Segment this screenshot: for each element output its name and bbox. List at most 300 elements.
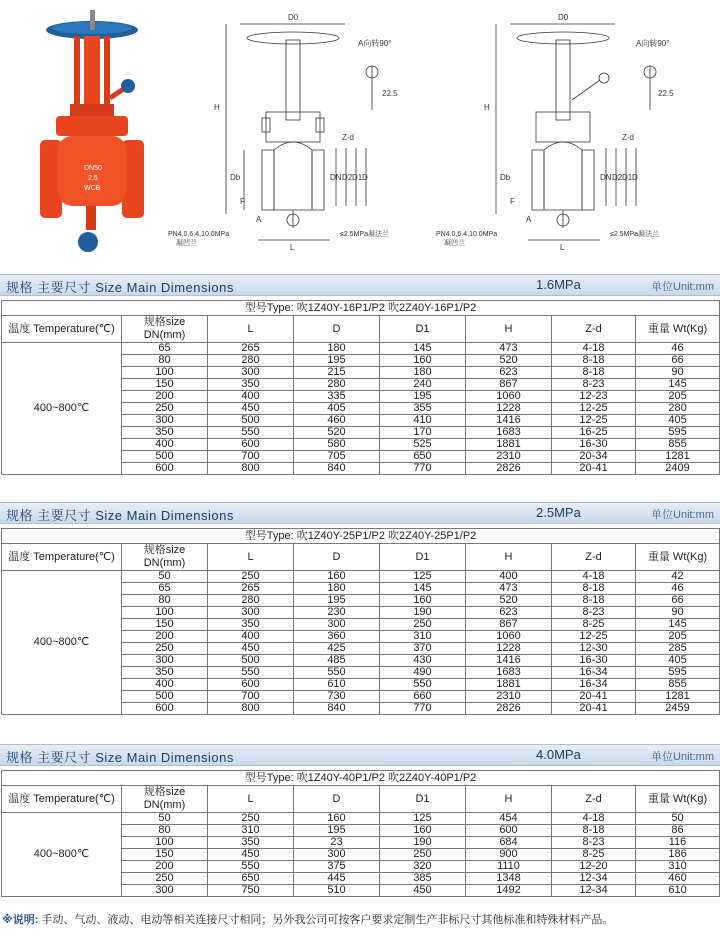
table-cell: 125: [380, 571, 466, 583]
table-cell: 750: [208, 885, 294, 897]
table-cell: 610: [294, 679, 380, 691]
section-1-6mpa: [0, 274, 720, 475]
model-row: [2, 529, 720, 544]
table-cell: 360: [294, 631, 380, 643]
table-cell: 66: [636, 595, 720, 607]
table-cell: 600: [208, 439, 294, 451]
table-cell: 600: [466, 825, 552, 837]
table-cell: 385: [380, 873, 466, 885]
table-cell: 1416: [466, 415, 552, 427]
section-unit: 单位Unit:mm: [651, 509, 714, 521]
fig1-pn-note: PN4.0,6.4,10.0MPa: [168, 231, 230, 238]
table-cell: 867: [466, 379, 552, 391]
table-cell: 180: [294, 583, 380, 595]
table-cell: 20-34: [552, 451, 636, 463]
column-header: D1: [380, 786, 466, 813]
table-cell: 450: [208, 849, 294, 861]
table-cell: 180: [294, 343, 380, 355]
column-header: 重量 Wt(Kg): [636, 316, 720, 343]
table-cell: 250: [122, 873, 208, 885]
table-cell: 12-34: [552, 873, 636, 885]
table-cell: 150: [122, 619, 208, 631]
table-cell: 840: [294, 703, 380, 715]
table-cell: 450: [208, 643, 294, 655]
fig1-a-turn-label: A向转90°: [358, 39, 392, 48]
fig2-d2-label: D2: [612, 173, 623, 182]
table-cell: 1228: [466, 643, 552, 655]
table-cell: 595: [636, 667, 720, 679]
table-cell: 1416: [466, 655, 552, 667]
note-prefix: ※说明:: [2, 914, 39, 926]
header-row: [2, 786, 720, 813]
column-header: H: [466, 316, 552, 343]
dimension-table: [1, 528, 720, 715]
table-cell: 1683: [466, 427, 552, 439]
table-cell: 623: [466, 367, 552, 379]
table-row: [2, 571, 720, 583]
table-row: [2, 343, 720, 355]
table-cell: 300: [294, 849, 380, 861]
column-header: D: [294, 316, 380, 343]
table-cell: 454: [466, 813, 552, 825]
table-cell: 1492: [466, 885, 552, 897]
table-cell: 2826: [466, 703, 552, 715]
header-row: [2, 316, 720, 343]
table-cell: 180: [380, 367, 466, 379]
technical-drawing-2: [496, 24, 656, 240]
table-cell: 660: [380, 691, 466, 703]
table-cell: 280: [208, 355, 294, 367]
table-cell: 520: [294, 427, 380, 439]
table-cell: 160: [294, 571, 380, 583]
fig2-d-label: D: [632, 173, 638, 182]
column-header: 温度 Temperature(℃): [2, 544, 122, 571]
fig2-d1-label: D1: [622, 173, 633, 182]
table-cell: 2459: [636, 703, 720, 715]
table-cell: 50: [636, 813, 720, 825]
table-cell: 20-41: [552, 691, 636, 703]
table-cell: 445: [294, 873, 380, 885]
dimension-table: [1, 770, 720, 897]
fig2-zd-label: Z-d: [622, 133, 634, 142]
table-cell: 195: [294, 355, 380, 367]
table-cell: 400: [466, 571, 552, 583]
fig1-d2-label: D2: [342, 173, 353, 182]
table-cell: 125: [380, 813, 466, 825]
table-cell: 800: [208, 703, 294, 715]
table-cell: 375: [294, 861, 380, 873]
table-cell: 520: [466, 355, 552, 367]
table-cell: 4-18: [552, 343, 636, 355]
table-cell: 525: [380, 439, 466, 451]
table-cell: 145: [380, 583, 466, 595]
column-header: H: [466, 786, 552, 813]
table-cell: 1281: [636, 451, 720, 463]
section-title: 规格 主要尺寸 Size Main Dimensions: [6, 750, 234, 765]
fig2-l-label: L: [560, 243, 565, 252]
table-cell: 12-20: [552, 861, 636, 873]
table-cell: 473: [466, 343, 552, 355]
table-cell: 4-18: [552, 813, 636, 825]
table-cell: 700: [208, 451, 294, 463]
table-cell: 1881: [466, 679, 552, 691]
table-cell: 1281: [636, 691, 720, 703]
table-cell: 410: [380, 415, 466, 427]
table-cell: 12-34: [552, 885, 636, 897]
table-cell: 12-25: [552, 415, 636, 427]
table-cell: 116: [636, 837, 720, 849]
table-row: [2, 813, 720, 825]
model-type: 型号Type: 吹1Z40Y-25P1/P2 吹2Z40Y-25P1/P2: [2, 529, 720, 544]
table-cell: 150: [122, 849, 208, 861]
fig1-pn-note2: 凝凹兰: [176, 240, 197, 247]
section-band: [0, 274, 720, 296]
table-cell: 20-41: [552, 463, 636, 475]
table-cell: 145: [636, 379, 720, 391]
model-row: [2, 301, 720, 316]
section-pressure: 1.6MPa: [536, 277, 581, 292]
table-cell: 8-18: [552, 355, 636, 367]
table-cell: 170: [380, 427, 466, 439]
table-cell: 145: [636, 619, 720, 631]
table-cell: 300: [294, 619, 380, 631]
table-cell: 8-18: [552, 583, 636, 595]
column-header: H: [466, 544, 552, 571]
table-cell: 300: [208, 367, 294, 379]
table-cell: 186: [636, 849, 720, 861]
table-cell: 1881: [466, 439, 552, 451]
table-cell: 90: [636, 367, 720, 379]
table-cell: 900: [466, 849, 552, 861]
table-cell: 473: [466, 583, 552, 595]
section-title: 规格 主要尺寸 Size Main Dimensions: [6, 280, 234, 295]
fig1-h-label: H: [214, 103, 220, 112]
fig2-d0-label: D0: [558, 13, 569, 22]
table-cell: 265: [208, 343, 294, 355]
table-cell: 8-23: [552, 837, 636, 849]
note-text: 手动、气动、液动、电动等相关连接尺寸相同；另外我公司可按客户要求定制生产非标尺寸其他标准和特殊材料产品。: [41, 914, 614, 926]
table-cell: 500: [122, 691, 208, 703]
table-cell: 80: [122, 595, 208, 607]
fig1-a-label: A: [256, 215, 262, 224]
table-cell: 66: [636, 355, 720, 367]
column-header: L: [208, 544, 294, 571]
valve-mark-dn: DN50: [84, 165, 102, 172]
section-band: [0, 744, 720, 766]
fig1-f-label: F: [240, 197, 245, 206]
table-cell: 355: [380, 403, 466, 415]
column-header: 温度 Temperature(℃): [2, 316, 122, 343]
column-header: 规格size DN(mm): [122, 316, 208, 343]
table-cell: 215: [294, 367, 380, 379]
table-cell: 230: [294, 607, 380, 619]
table-cell: 65: [122, 343, 208, 355]
table-cell: 240: [380, 379, 466, 391]
table-cell: 250: [208, 813, 294, 825]
table-cell: 350: [208, 379, 294, 391]
table-cell: 8-23: [552, 607, 636, 619]
table-cell: 350: [122, 667, 208, 679]
table-cell: 1683: [466, 667, 552, 679]
section-pressure: 2.5MPa: [536, 505, 581, 520]
table-cell: 100: [122, 607, 208, 619]
table-cell: 46: [636, 583, 720, 595]
table-cell: 2826: [466, 463, 552, 475]
table-cell: 200: [122, 391, 208, 403]
table-cell: 160: [294, 813, 380, 825]
table-cell: 580: [294, 439, 380, 451]
table-cell: 600: [208, 679, 294, 691]
table-cell: 265: [208, 583, 294, 595]
table-cell: 8-23: [552, 379, 636, 391]
table-cell: 100: [122, 367, 208, 379]
table-cell: 335: [294, 391, 380, 403]
temperature-range: 400~800℃: [2, 813, 122, 897]
fig2-f-label: F: [510, 197, 515, 206]
table-cell: 16-34: [552, 667, 636, 679]
model-row: [2, 771, 720, 786]
table-cell: 12-25: [552, 403, 636, 415]
table-cell: 400: [122, 439, 208, 451]
section-2-5mpa: [0, 502, 720, 715]
table-cell: 460: [636, 873, 720, 885]
table-cell: 350: [122, 427, 208, 439]
column-header: Z-d: [552, 786, 636, 813]
table-cell: 12-25: [552, 631, 636, 643]
fig1-l-label: L: [290, 243, 295, 252]
fig1-db-label: Db: [230, 173, 241, 182]
table-cell: 770: [380, 703, 466, 715]
model-type: 型号Type: 吹1Z40Y-40P1/P2 吹2Z40Y-40P1/P2: [2, 771, 720, 786]
table-cell: 730: [294, 691, 380, 703]
table-cell: 300: [122, 655, 208, 667]
table-cell: 400: [208, 631, 294, 643]
temperature-range: 400~800℃: [2, 343, 122, 475]
column-header: 重量 Wt(Kg): [636, 544, 720, 571]
technical-drawing-1: [226, 24, 378, 240]
fig1-dim-label: 22.5: [382, 89, 398, 98]
table-cell: 90: [636, 607, 720, 619]
table-cell: 840: [294, 463, 380, 475]
table-cell: 705: [294, 451, 380, 463]
table-cell: 550: [380, 679, 466, 691]
table-cell: 350: [208, 837, 294, 849]
table-cell: 550: [208, 667, 294, 679]
table-cell: 150: [122, 379, 208, 391]
fig1-d-label: D: [362, 173, 368, 182]
section-unit: 单位Unit:mm: [651, 751, 714, 763]
table-cell: 550: [294, 667, 380, 679]
fig1-d1-label: D1: [352, 173, 363, 182]
column-header: 规格size DN(mm): [122, 544, 208, 571]
table-cell: 500: [122, 451, 208, 463]
valve-photo: [40, 10, 144, 252]
footnote: [2, 911, 613, 927]
table-cell: 280: [208, 595, 294, 607]
section-title: 规格 主要尺寸 Size Main Dimensions: [6, 508, 234, 523]
table-cell: 12-30: [552, 643, 636, 655]
table-cell: 600: [122, 463, 208, 475]
table-cell: 160: [380, 825, 466, 837]
table-cell: 650: [208, 873, 294, 885]
header-row: [2, 544, 720, 571]
table-cell: 50: [122, 571, 208, 583]
table-cell: 310: [208, 825, 294, 837]
table-cell: 400: [122, 679, 208, 691]
table-cell: 250: [380, 849, 466, 861]
column-header: Z-d: [552, 316, 636, 343]
table-cell: 280: [294, 379, 380, 391]
table-cell: 460: [294, 415, 380, 427]
table-cell: 250: [122, 403, 208, 415]
table-cell: 2310: [466, 691, 552, 703]
table-cell: 200: [122, 861, 208, 873]
table-cell: 4-18: [552, 571, 636, 583]
valve-mark-mat: WCB: [84, 185, 101, 192]
table-cell: 80: [122, 825, 208, 837]
fig1-d0-label: D0: [288, 13, 299, 22]
fig2-pn-note: PN4.0,6.4,10.0MPa: [436, 231, 498, 238]
dimension-table: [1, 300, 720, 475]
table-cell: 205: [636, 631, 720, 643]
table-cell: 320: [380, 861, 466, 873]
table-cell: 370: [380, 643, 466, 655]
table-cell: 160: [380, 595, 466, 607]
table-cell: 520: [466, 595, 552, 607]
column-header: D: [294, 544, 380, 571]
table-cell: 425: [294, 643, 380, 655]
table-cell: 450: [380, 885, 466, 897]
table-cell: 1348: [466, 873, 552, 885]
table-cell: 623: [466, 607, 552, 619]
table-cell: 600: [122, 703, 208, 715]
table-cell: 550: [208, 861, 294, 873]
table-cell: 16-34: [552, 679, 636, 691]
table-cell: 46: [636, 343, 720, 355]
table-cell: 1060: [466, 391, 552, 403]
column-header: 重量 Wt(Kg): [636, 786, 720, 813]
table-cell: 610: [636, 885, 720, 897]
table-cell: 700: [208, 691, 294, 703]
table-cell: 1228: [466, 403, 552, 415]
column-header: L: [208, 316, 294, 343]
table-cell: 190: [380, 837, 466, 849]
table-cell: 684: [466, 837, 552, 849]
table-cell: 195: [294, 825, 380, 837]
table-cell: 65: [122, 583, 208, 595]
table-cell: 855: [636, 439, 720, 451]
table-cell: 195: [294, 595, 380, 607]
table-cell: 190: [380, 607, 466, 619]
section-pressure: 4.0MPa: [536, 747, 581, 762]
fig1-dn-label: DN: [330, 173, 342, 182]
table-cell: 8-25: [552, 849, 636, 861]
column-header: D: [294, 786, 380, 813]
valve-figures: [0, 0, 720, 268]
table-cell: 310: [380, 631, 466, 643]
table-cell: 490: [380, 667, 466, 679]
table-cell: 430: [380, 655, 466, 667]
table-cell: 500: [208, 415, 294, 427]
column-header: 温度 Temperature(℃): [2, 786, 122, 813]
fig2-dn-label: DN: [600, 173, 612, 182]
fig2-pn-note2: 凝凹兰: [444, 240, 465, 247]
table-cell: 160: [380, 355, 466, 367]
table-cell: 485: [294, 655, 380, 667]
table-cell: 250: [208, 571, 294, 583]
fig2-low-note: ≤2.5MPa凝法兰: [610, 231, 659, 238]
section-unit: 单位Unit:mm: [651, 281, 714, 293]
table-cell: 285: [636, 643, 720, 655]
table-cell: 1110: [466, 861, 552, 873]
table-cell: 12-23: [552, 391, 636, 403]
table-cell: 595: [636, 427, 720, 439]
table-cell: 20-41: [552, 703, 636, 715]
table-cell: 650: [380, 451, 466, 463]
column-header: D1: [380, 544, 466, 571]
table-cell: 2409: [636, 463, 720, 475]
fig2-a-turn-label: A向转90°: [636, 39, 670, 48]
table-cell: 300: [122, 885, 208, 897]
table-cell: 867: [466, 619, 552, 631]
table-cell: 2310: [466, 451, 552, 463]
fig2-db-label: Db: [500, 173, 511, 182]
table-cell: 250: [122, 643, 208, 655]
column-header: L: [208, 786, 294, 813]
table-cell: 405: [636, 655, 720, 667]
table-cell: 800: [208, 463, 294, 475]
valve-mark-pn: 2.5: [88, 175, 98, 182]
table-cell: 100: [122, 837, 208, 849]
table-cell: 550: [208, 427, 294, 439]
fig1-low-note: ≤2.5MPa凝法兰: [340, 231, 389, 238]
table-cell: 500: [208, 655, 294, 667]
table-cell: 200: [122, 631, 208, 643]
table-cell: 145: [380, 343, 466, 355]
table-cell: 300: [122, 415, 208, 427]
table-cell: 16-30: [552, 439, 636, 451]
table-cell: 350: [208, 619, 294, 631]
table-cell: 8-18: [552, 595, 636, 607]
table-cell: 510: [294, 885, 380, 897]
table-cell: 23: [294, 837, 380, 849]
column-header: 规格size DN(mm): [122, 786, 208, 813]
table-cell: 300: [208, 607, 294, 619]
fig2-a-label: A: [526, 215, 532, 224]
table-cell: 450: [208, 403, 294, 415]
section-4-0mpa: [0, 744, 720, 897]
table-cell: 1060: [466, 631, 552, 643]
table-cell: 405: [294, 403, 380, 415]
section-band: [0, 502, 720, 524]
fig1-zd-label: Z-d: [342, 133, 354, 142]
fig2-dim-label: 22.5: [658, 89, 674, 98]
model-type: 型号Type: 吹1Z40Y-16P1/P2 吹2Z40Y-16P1/P2: [2, 301, 720, 316]
column-header: D1: [380, 316, 466, 343]
table-cell: 405: [636, 415, 720, 427]
table-cell: 310: [636, 861, 720, 873]
table-cell: 42: [636, 571, 720, 583]
table-cell: 195: [380, 391, 466, 403]
table-cell: 16-30: [552, 655, 636, 667]
table-cell: 86: [636, 825, 720, 837]
column-header: Z-d: [552, 544, 636, 571]
table-cell: 770: [380, 463, 466, 475]
table-cell: 8-18: [552, 825, 636, 837]
table-cell: 280: [636, 403, 720, 415]
temperature-range: 400~800℃: [2, 571, 122, 715]
table-cell: 855: [636, 679, 720, 691]
